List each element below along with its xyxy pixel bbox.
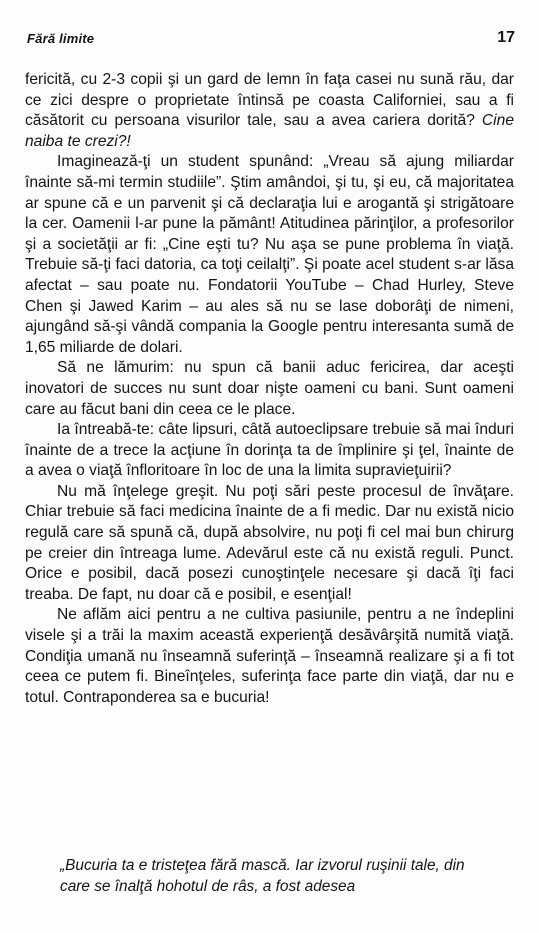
paragraph-1-text: fericită, cu 2-3 copii şi un gard de lemn în faţa casei nu sună rău, dar ce zici despre o proprietate întinsă pe coasta Californiei, sau a fi căsătorit cu persoana visurilor tale, sau a avea cariera dorită?: [25, 71, 514, 130]
paragraph-4: Ia întreabă-te: câte lipsuri, câtă autoeclipsare trebuie să mai înduri înainte de a trece la acţiune în dorinţa ta de împlinire şi ţel, înainte de a avea o viaţă înfloritoare în loc de una la limita supravieţuirii?: [25, 421, 514, 480]
paragraph-3: Să ne lămurim: nu spun că banii aduc fericirea, dar aceşti inovatori de succes nu sunt doar nişte oameni cu bani. Sunt oameni care au făcut bani din ceea ce le place.: [25, 359, 514, 418]
running-title: Fără limite: [27, 31, 95, 46]
quote-text: „Bucuria ta e tristeţea fără mască. Iar izvorul ruşinii tale, din care se înalţă hohotul de râs, a fost adesea: [60, 857, 465, 895]
body-text: [25, 70, 514, 708]
paragraph-6: Ne aflăm aici pentru a ne cultiva pasiunile, pentru a ne îndeplini visele şi a trăi la maxim această experienţă desăvârşită numită viaţă. Condiţia umană nu înseamnă suferinţă – înseamnă realizare şi a fi tot ceea ce putem fi. Bineînţeles, suferinţa face parte din viaţă, dar nu e totul. Contraponderea sa e bucuria!: [25, 606, 514, 706]
paragraph-5: Nu mă înţelege greşit. Nu poţi sări peste procesul de învăţare. Chiar trebuie să faci medicina înainte de a fi medic. Dar nu există nicio regulă care să spună că, după absolvire, nu poţi fi cel mai bun chirurg pe creier din întreaga lume. Adevărul este că nu există reguli. Punct. Orice e posibil, dacă posezi cunoştinţele necesare şi dacă îţi faci treaba. De fapt, nu doar că e posibil, e esenţial!: [25, 482, 514, 603]
epigraph-quote: [60, 855, 480, 897]
paragraph-2: Imaginează-ţi un student spunând: „Vreau să ajung miliardar înainte să-mi termin studiile”. Ştim amândoi, şi tu, şi eu, că majoritatea ar spune că e un parvenit şi că declaraţia lui e arogantă şi strigătoare la cer. Oamenii l-ar pune la pământ! Atitudinea părinţilor, a profesorilor şi a societăţii ar fi: „Cine eşti tu? Nu aşa se pune problema în viaţă. Trebuie să-ţi faci datoria, ca toţi ceilalţi”. Şi poate acel student s-ar lăsa afectat – sau poate nu. Fondatorii YouTube – Chad Hurley, Steve Chen şi Jawed Karim – au ales să nu se lase doborâţi de nimeni, ajungând să-şi vândă compania la Google pentru interesanta sumă de 1,65 miliarde de dolari.: [25, 153, 514, 356]
paragraph-1-italic: Cine naiba te crezi?!: [25, 112, 514, 150]
page-number: 17: [497, 29, 515, 46]
paragraph-1: [25, 70, 514, 152]
